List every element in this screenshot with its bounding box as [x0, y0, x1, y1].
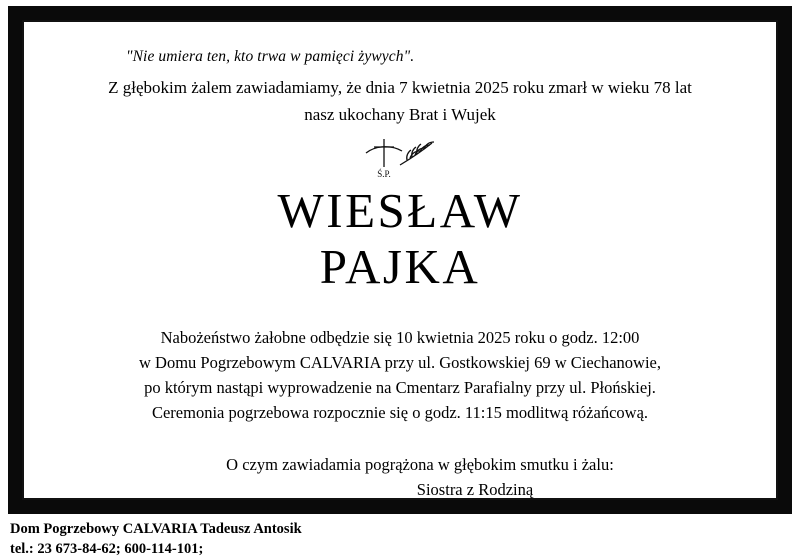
funeral-home-phone: tel.: 23 673-84-62; 600-114-101;	[10, 540, 204, 557]
ceremony-details	[70, 325, 730, 425]
ceremony-line: Nabożeństwo żałobne odbędzie się 10 kwietnia 2025 roku o godz. 12:00	[160, 327, 640, 347]
deceased-last-name: PAJKA	[319, 238, 481, 294]
funeral-home-footer	[10, 520, 790, 559]
ceremony-line: po którym nastąpi wyprowadzenie na Cmentarz Parafialny przy ul. Płońskiej.	[144, 377, 656, 397]
ceremony-line: w Domu Pogrzebowym CALVARIA przy ul. Gostkowskiej 69 w Ciechanowie,	[138, 352, 661, 372]
funeral-home-name: Dom Pogrzebowy CALVARIA Tadeusz Antosik	[10, 521, 302, 537]
closing-statement	[70, 453, 730, 503]
announcement-line-1: Z głębokim żalem zawiadamiamy, że dnia 7 kwietnia 2025 roku zmarł w wieku 78 lat	[108, 78, 692, 97]
notice-content	[22, 20, 778, 500]
svg-text:Ś.P.: Ś.P.	[377, 168, 391, 179]
deceased-first-name: WIESŁAW	[277, 182, 523, 238]
closing-line-1: O czym zawiadamia pogrążona w głębokim smutku i żalu:	[226, 455, 614, 474]
announcement-line-2: nasz ukochany Brat i Wujek	[304, 105, 496, 125]
epitaph-quote: "Nie umiera ten, kto trwa w pamięci żywych".	[126, 48, 415, 65]
mourning-notice-frame	[8, 6, 792, 514]
cross-and-wheat-emblem	[340, 133, 460, 179]
closing-line-2: Siostra z Rodziną	[416, 479, 534, 499]
ceremony-line: Ceremonia pogrzebowa rozpocznie się o godz. 11:15 modlitwą różańcową.	[151, 402, 649, 422]
